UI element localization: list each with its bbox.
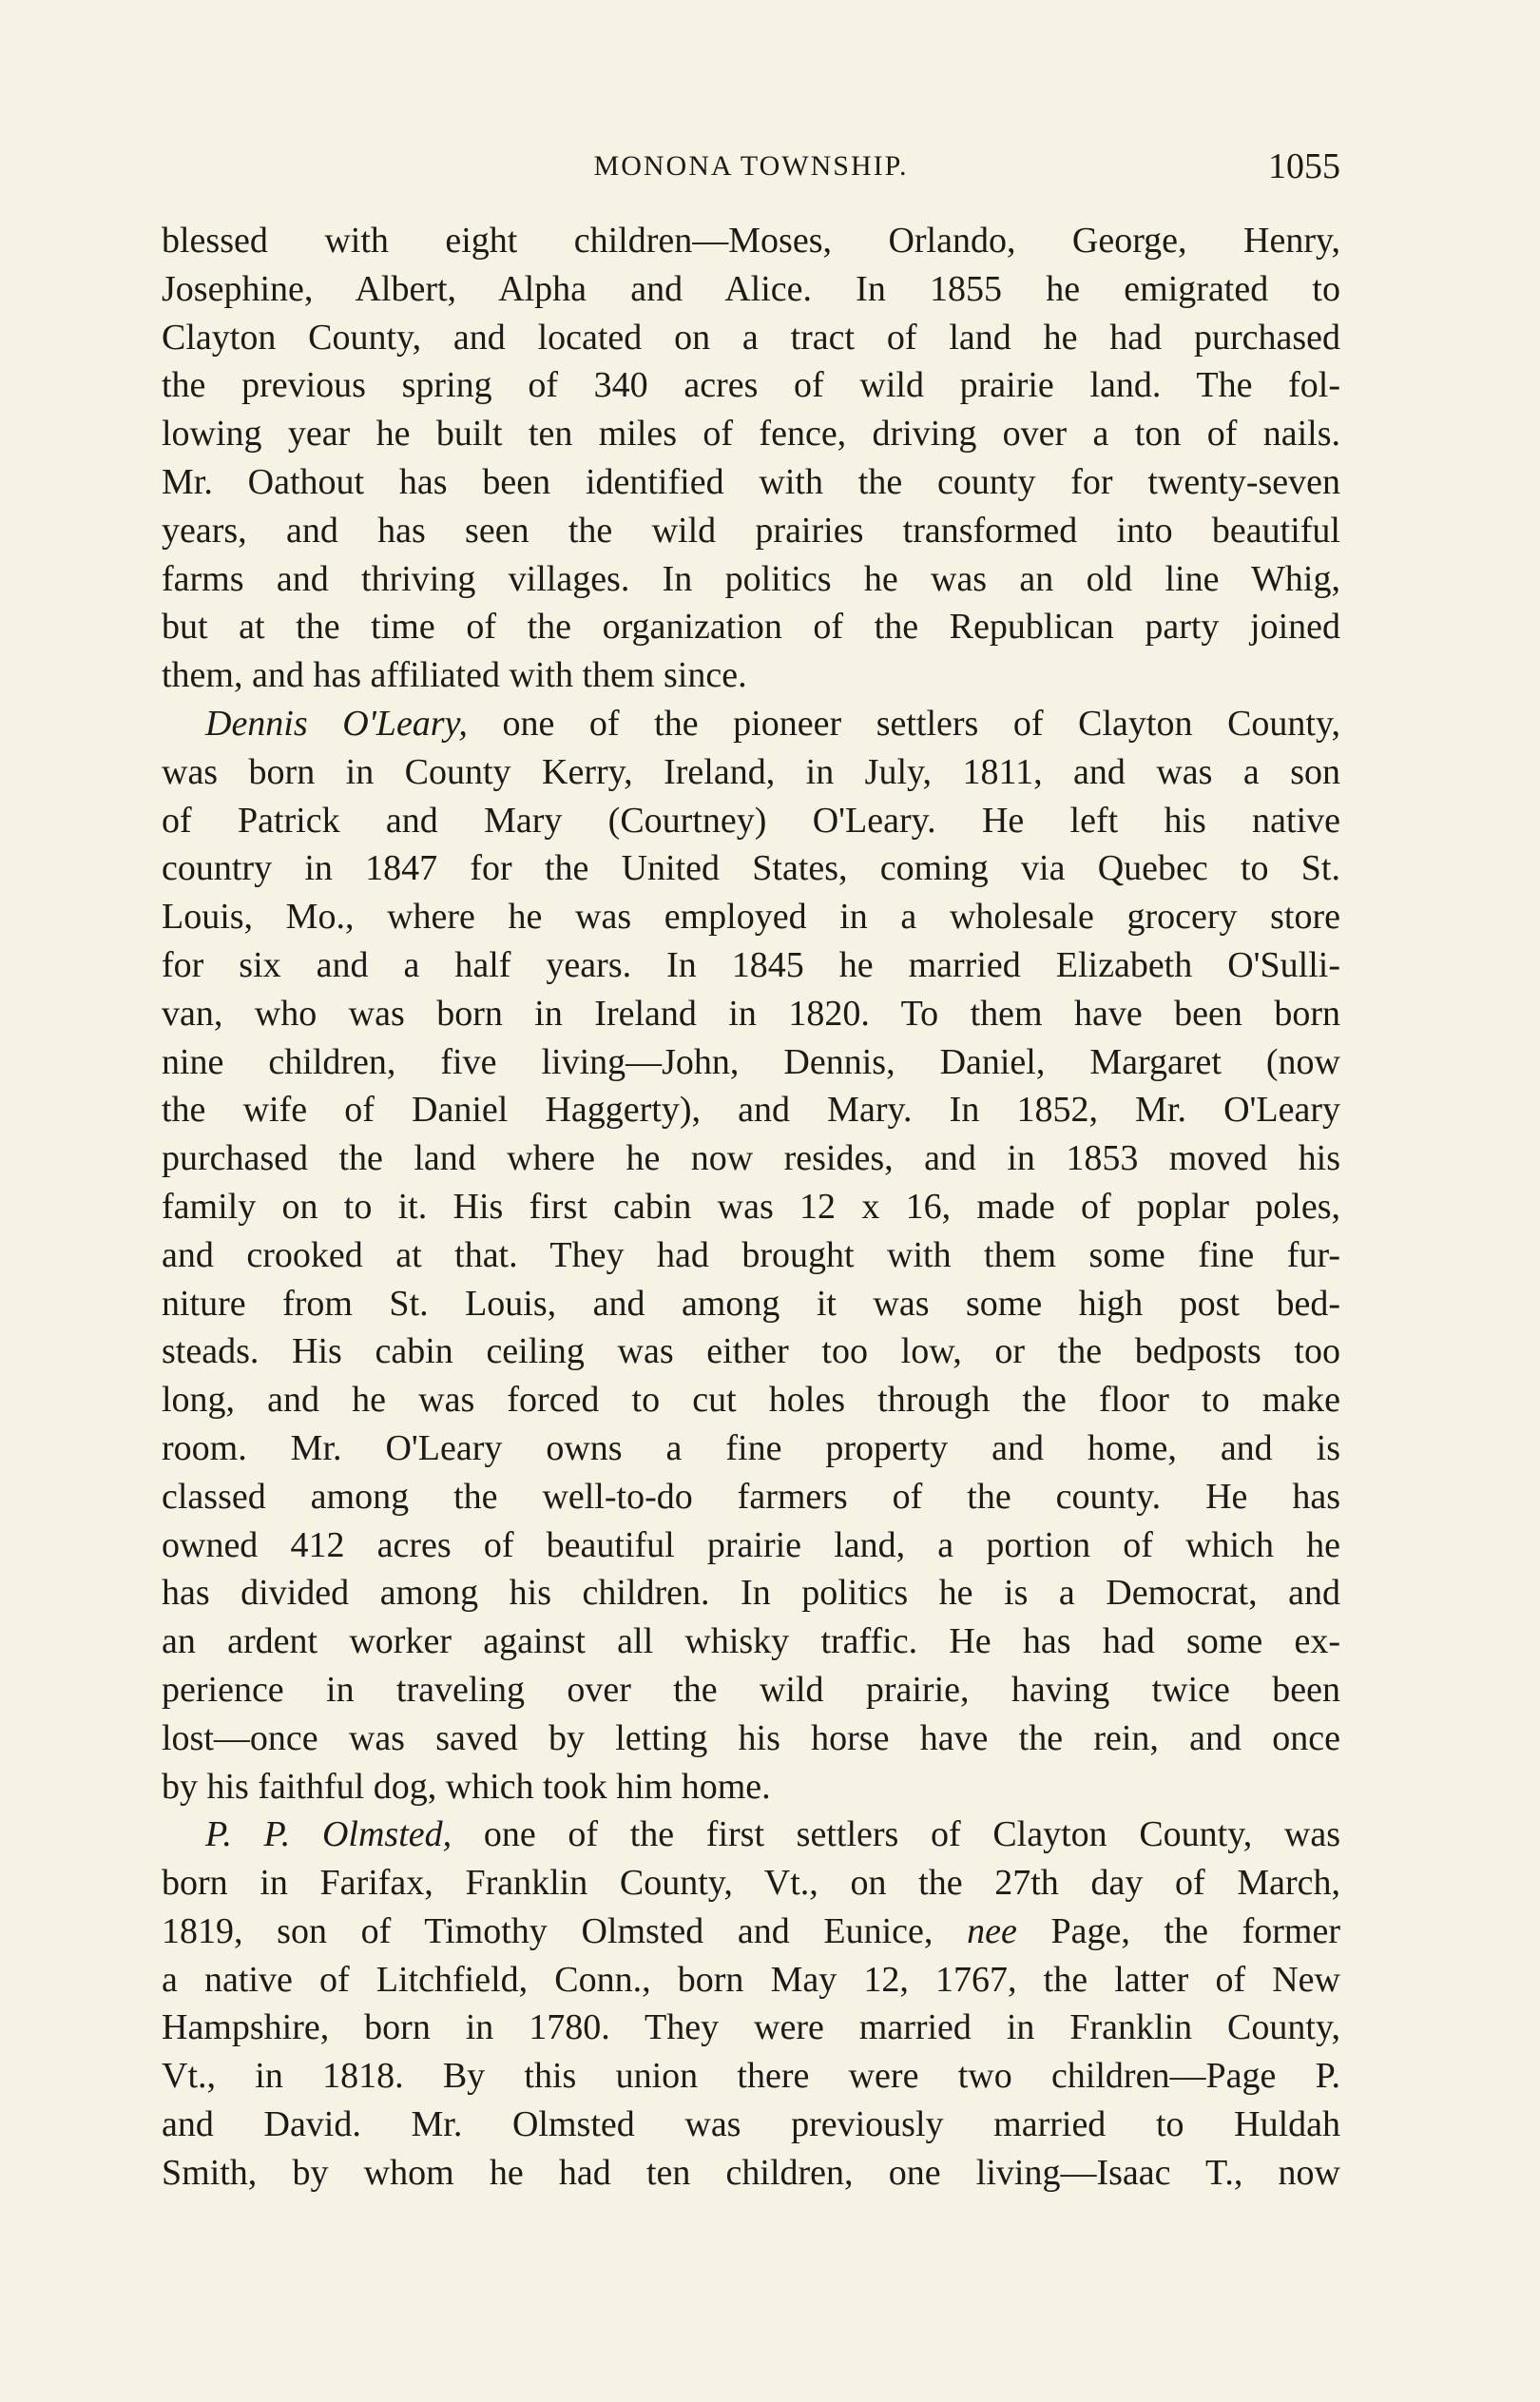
text-line: van, who was born in Ireland in 1820. To them have been born	[162, 993, 1340, 1034]
text-line: Hampshire, born in 1780. They were married in Franklin County,	[162, 2007, 1340, 2048]
name-dennis-oleary: Dennis O'Leary,	[205, 703, 468, 744]
body-text	[162, 217, 1340, 2198]
text-line: born in Farifax, Franklin County, Vt., on the 27th day of March,	[162, 1863, 1340, 1904]
text-line: farms and thriving villages. In politics he was an old line Whig,	[162, 558, 1340, 599]
text-line: Smith, by whom he had ten children, one living—Isaac T., now	[162, 2152, 1340, 2193]
text-line: the previous spring of 340 acres of wild prairie land. The fol-	[162, 365, 1340, 406]
text-line: them, and has affiliated with them since.	[162, 655, 747, 696]
text-line: a native of Litchfield, Conn., born May 12, 1767, the latter of New	[162, 1959, 1340, 2000]
text-fragment: 1819, son of Timothy Olmsted and Eunice,	[162, 1910, 934, 1951]
text-fragment: one of the first settlers of Clayton County, was	[483, 1814, 1341, 1855]
text-line: niture from St. Louis, and among it was some high post bed-	[162, 1283, 1340, 1324]
text-line: perience in traveling over the wild prairie, having twice been	[162, 1669, 1340, 1710]
text-line: and David. Mr. Olmsted was previously married to Huldah	[162, 2104, 1340, 2145]
text-line: purchased the land where he now resides, and in 1853 moved his	[162, 1138, 1340, 1179]
text-line: but at the time of the organization of the Republican party joined	[162, 607, 1340, 648]
paragraph-olmsted-first-line	[162, 1811, 1340, 1859]
paragraph-oleary-first-line	[162, 700, 1340, 748]
text-line: steads. His cabin ceiling was either too low, or the bedposts too	[162, 1331, 1340, 1372]
text-line: years, and has seen the wild prairies transformed into beautiful	[162, 510, 1340, 551]
running-title: MONONA TOWNSHIP.	[593, 150, 909, 182]
nee-italic: nee	[967, 1910, 1017, 1951]
text-line: has divided among his children. In politics he is a Democrat, and	[162, 1573, 1340, 1614]
text-line: Clayton County, and located on a tract of land he had purchased	[162, 317, 1340, 358]
text-line: lowing year he built ten miles of fence, driving over a ton of nails.	[162, 414, 1340, 455]
text-line: Louis, Mo., where he was employed in a wholesale grocery store	[162, 897, 1340, 938]
text-line: an ardent worker against all whisky traffic. He has had some ex-	[162, 1621, 1340, 1662]
text-line: for six and a half years. In 1845 he married Elizabeth O'Sulli-	[162, 944, 1340, 985]
text-line: blessed with eight children—Moses, Orlando, George, Henry,	[162, 221, 1340, 261]
text-line: long, and he was forced to cut holes through the floor to make	[162, 1380, 1340, 1421]
text-line: of Patrick and Mary (Courtney) O'Leary. He left his native	[162, 800, 1340, 841]
running-head	[162, 143, 1340, 190]
text-line: classed among the well-to-do farmers of the county. He has	[162, 1476, 1340, 1517]
text-line: country in 1847 for the United States, coming via Quebec to St.	[162, 848, 1340, 889]
text-line: Vt., in 1818. By this union there were two children—Page P.	[162, 2056, 1340, 2097]
page-number: 1055	[1268, 146, 1340, 186]
text-line: owned 412 acres of beautiful prairie land, a portion of which he	[162, 1524, 1340, 1565]
text-line: Mr. Oathout has been identified with the county for twenty-seven	[162, 461, 1340, 502]
text-line: lost—once was saved by letting his horse have the rein, and once	[162, 1717, 1340, 1758]
text-line-with-nee	[162, 1908, 1340, 1956]
text-line: was born in County Kerry, Ireland, in July, 1811, and was a son	[162, 751, 1340, 792]
text-fragment: Page, the former	[1050, 1910, 1341, 1951]
text-line: room. Mr. O'Leary owns a fine property and home, and is	[162, 1427, 1340, 1468]
text-line: and crooked at that. They had brought with them some fine fur-	[162, 1234, 1340, 1275]
text-fragment: one of the pioneer settlers of Clayton County,	[502, 703, 1341, 744]
text-line: family on to it. His first cabin was 12 x 16, made of poplar poles,	[162, 1186, 1340, 1227]
text-line: Josephine, Albert, Alpha and Alice. In 1855 he emigrated to	[162, 268, 1340, 309]
text-line: nine children, five living—John, Dennis, Daniel, Margaret (now	[162, 1041, 1340, 1082]
text-line: the wife of Daniel Haggerty), and Mary. In 1852, Mr. O'Leary	[162, 1090, 1340, 1131]
text-line: by his faithful dog, which took him home.	[162, 1766, 771, 1807]
name-pp-olmsted: P. P. Olmsted,	[205, 1814, 452, 1855]
